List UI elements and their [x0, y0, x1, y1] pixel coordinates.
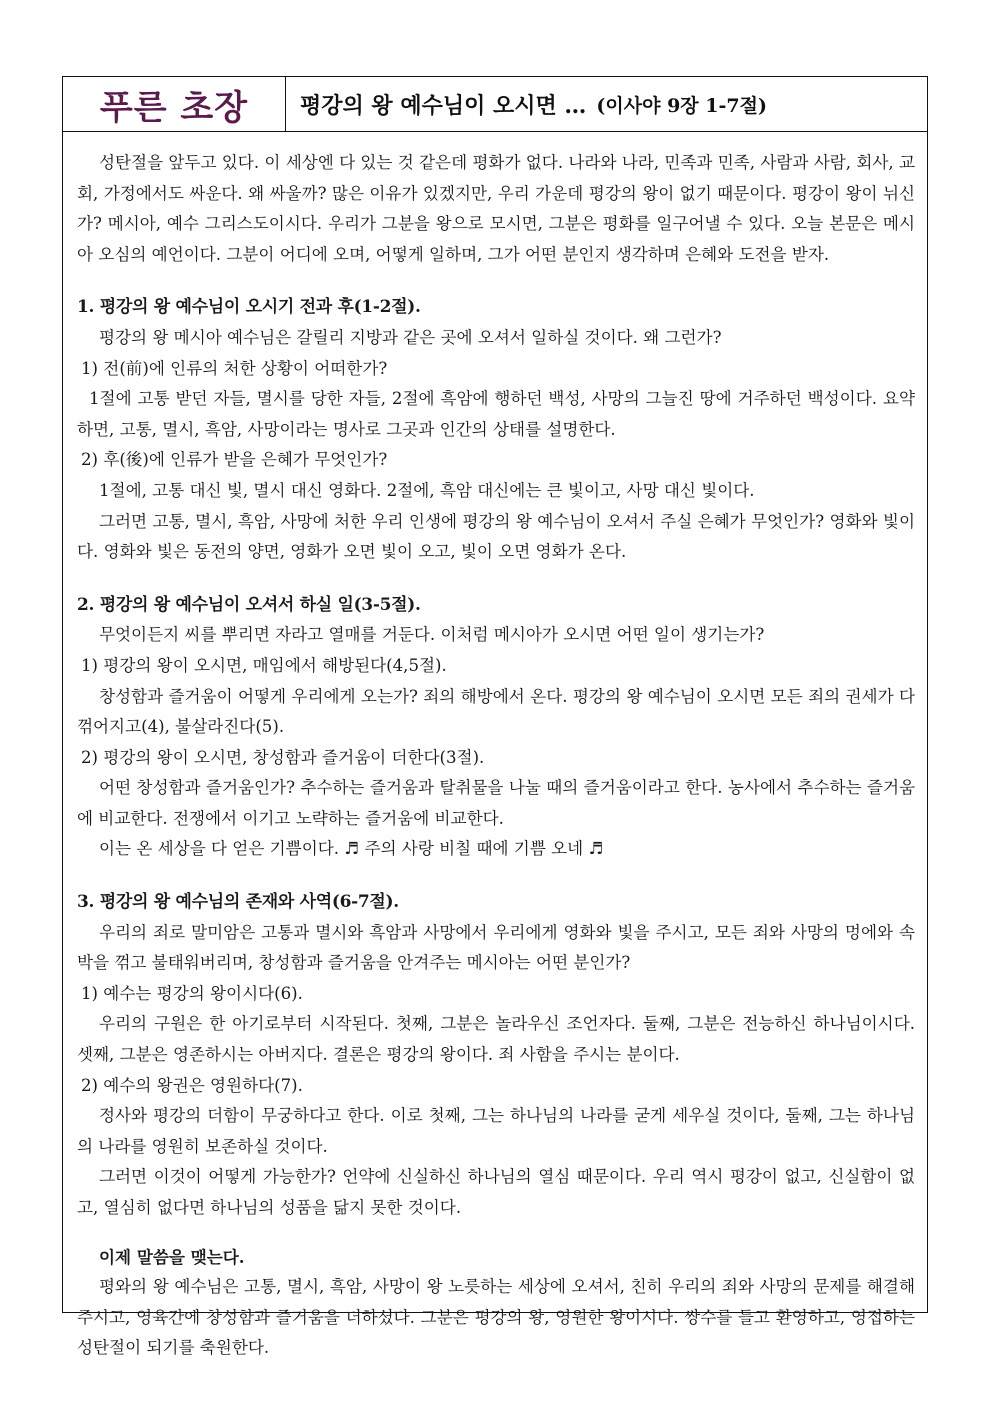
section-3-point-1-text: 우리의 구원은 한 아기로부터 시작된다. 첫째, 그분은 놀라우신 조언자다. 둘째, 그분은 전능하신 하나님이시다. 셋째, 그분은 영존하시는 아버지다. 결론은 평강의 왕이다. 죄 사함을 주시는 분이다. [77, 1014, 915, 1065]
section-2-conclusion: 이는 온 세상을 다 얻은 기쁨이다. ♬ 주의 사랑 비칠 때에 기쁨 오네 ♬ [99, 839, 604, 859]
section-1-point-1-text: 1절에 고통 받던 자들, 멸시를 당한 자들, 2절에 흑암에 행하던 백성, 사망의 그늘진 땅에 거주하던 백성이다. 요약하면, 고통, 멸시, 흑암, 사망이라는 명사로 그곳과 인간의 상태를 설명한다. [77, 389, 915, 439]
closing-paragraph: 평와의 왕 예수님은 고통, 멸시, 흑암, 사망이 왕 노릇하는 세상에 오셔서, 친히 우리의 죄와 사망의 문제를 해결해주시고, 영육간에 창성함과 즐거움을 더하셨다. 그분은 평강의 왕, 영원한 왕이시다. 쌍수를 들고 환영하고, 영접하는 성탄절이 되기를 축원한다. [77, 1277, 915, 1358]
section-3-point-2: 2) 예수의 왕권은 영원하다(7). [81, 1075, 303, 1095]
scripture-reference: (이사야 9장 1-7절) [596, 94, 767, 117]
section-3-conclusion: 그러면 이것이 어떻게 가능한가? 언약에 신실하신 하나님의 열심 때문이다. 우리 역시 평강이 없고, 신실함이 없고, 열심히 없다면 하나님의 성품을 닮지 못한 것이다. [77, 1167, 915, 1217]
section-3-paragraph: 우리의 죄로 말미암은 고통과 멸시와 흑암과 사망에서 우리에게 영화와 빛을 주시고, 모든 죄와 사망의 멍에와 속박을 꺾고 불태워버리며, 창성함과 즐거움을 안겨주는 메시아는 어떤 분인가? [77, 922, 915, 973]
section-1-conclusion: 그러면 고통, 멸시, 흑암, 사망에 처한 우리 인생에 평강의 왕 예수님이 오셔서 주실 은혜가 무엇인가? 영화와 빛이다. 영화와 빛은 동전의 양면, 영화가 오면 빛이 오고, 빛이 오면 영화가 온다. [77, 511, 915, 562]
section-2-point-1-text: 창성함과 즐거움이 어떻게 우리에게 오는가? 죄의 해방에서 온다. 평강의 왕 예수님이 오시면 모든 죄의 권세가 다 꺾어지고(4), 불살라진다(5). [77, 686, 915, 737]
closing-heading: 이제 말씀을 맺는다. [99, 1246, 245, 1267]
section-3-heading: 3. 평강의 왕 예수님의 존재와 사역(6-7절). [77, 892, 399, 913]
section-2-heading: 2. 평강의 왕 예수님이 오셔서 하실 일(3-5절). [77, 594, 421, 615]
section-2-paragraph: 무엇이든지 씨를 뿌리면 자라고 열매를 거둔다. 이처럼 메시아가 오시면 어떤 일이 생기는가? [99, 625, 765, 645]
section-1-point-2: 2) 후(後)에 인류가 받을 은혜가 무엇인가? [81, 450, 388, 470]
section-1-point-1: 1) 전(前)에 인류의 처한 상황이 어떠한가? [81, 358, 388, 378]
intro-paragraph: 성탄절을 앞두고 있다. 이 세상엔 다 있는 것 같은데 평화가 없다. 나라와 나라, 민족과 민족, 사람과 사람, 회사, 교회, 가정에서도 싸운다. 왜 싸울까? 많은 이유가 있겠지만, 우리 가운데 평강의 왕이 없기 때문이다. 평강이 왕이 뉘신가? 메시아, 예수 그리스도이시다. 우리가 그분을 왕으로 모시면, 그분은 평화를 일구어낼 수 있다. 오늘 본문은 메시아 오심의 예언이다. 그분이 어디에 오며, 어떻게 일하며, 그가 어떤 분인지 생각하며 은혜와 도전을 받자. [77, 153, 915, 264]
document-frame [62, 76, 928, 1358]
section-2-point-2-text: 어떤 창성함과 즐거움인가? 추수하는 즐거움과 탈취물을 나눌 때의 즐거움이라고 한다. 농사에서 추수하는 즐거움에 비교한다. 전쟁에서 이기고 노략하는 즐거움에 비교한다. [77, 778, 915, 828]
section-1-paragraph: 평강의 왕 메시아 예수님은 갈릴리 지방과 같은 곳에 오셔서 일하실 것이다. 왜 그런가? [99, 327, 722, 347]
section-2-point-1: 1) 평강의 왕이 오시면, 매임에서 해방된다(4,5절). [81, 655, 447, 675]
title-text: 평강의 왕 예수님이 오시면 … [300, 92, 587, 119]
section-2-point-2: 2) 평강의 왕이 오시면, 창성함과 즐거움이 더한다(3절). [81, 747, 485, 767]
sermon-title [286, 77, 927, 131]
section-1-point-2-text: 1절에, 고통 대신 빛, 멸시 대신 영화다. 2절에, 흑암 대신에는 큰 빛이고, 사망 대신 빛이다. [99, 480, 755, 500]
section-3-point-1: 1) 예수는 평강의 왕이시다(6). [81, 983, 303, 1003]
brand-cell [63, 77, 286, 131]
section-1-heading: 1. 평강의 왕 예수님이 오시기 전과 후(1-2절). [77, 297, 421, 318]
brand-title: 푸른 초장 [99, 87, 249, 128]
header-bar [63, 77, 927, 132]
sermon-body [63, 132, 927, 1364]
section-3-point-2-text: 정사와 평강의 더함이 무궁하다고 한다. 이로 첫째, 그는 하나님의 나라를 굳게 세우실 것이다, 둘째, 그는 하나님의 나라를 영원히 보존하실 것이다. [77, 1106, 915, 1156]
